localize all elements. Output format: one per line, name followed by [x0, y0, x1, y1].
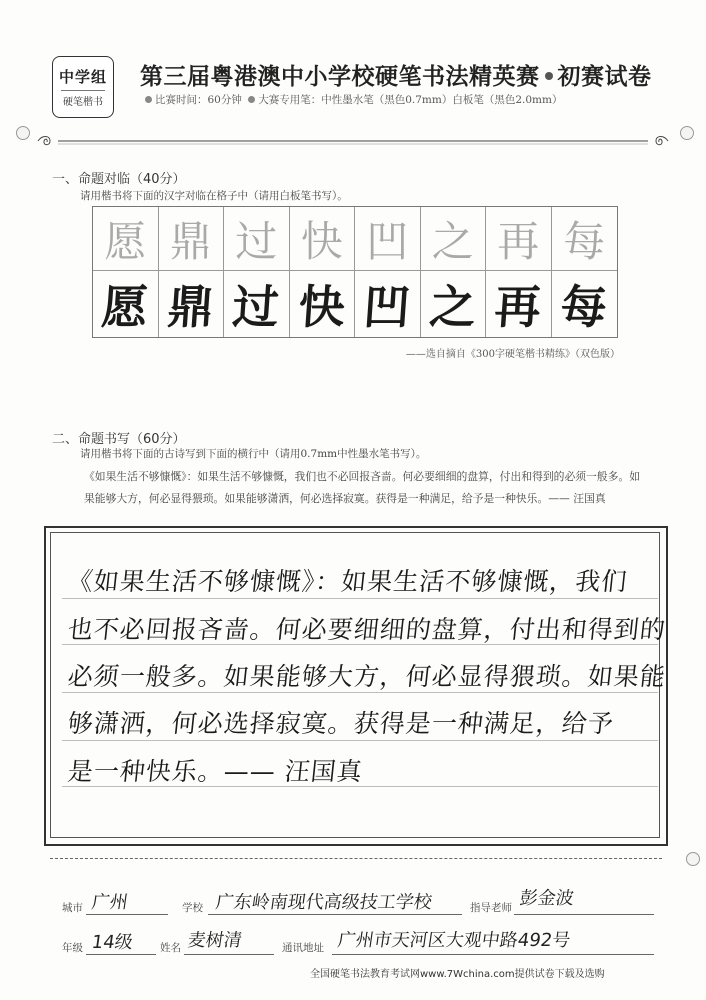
binding-hole-left [16, 126, 30, 140]
teacher-underline [514, 914, 654, 915]
school-underline [208, 914, 462, 915]
group-sub-label: 硬笔楷书 [63, 97, 103, 108]
page-title [140, 58, 652, 91]
grade-label: 年级 [62, 942, 83, 954]
time-info: 比赛时间：60分钟 [155, 94, 242, 106]
grid-cell [486, 207, 552, 271]
bullet-dot [145, 96, 152, 103]
grid-cell [93, 271, 159, 337]
written-char: 快 [296, 280, 347, 334]
binding-hole-right [680, 126, 694, 140]
model-char: 每 [563, 216, 606, 266]
grid-cell [159, 207, 225, 271]
model-char: 快 [300, 216, 343, 266]
grid-cell [552, 271, 618, 337]
grid-cell [486, 271, 552, 337]
teacher-value: 彭金波 [518, 888, 576, 909]
group-label: 中学组 [58, 68, 107, 86]
grid-cell [224, 207, 290, 271]
writing-rule [62, 598, 658, 599]
pen-info: 大赛专用笔：中性墨水笔（黑色0.7mm）白板笔（黑色2.0mm） [258, 94, 563, 106]
grid-cell [93, 207, 159, 271]
grade-underline [86, 954, 156, 955]
written-char: 鼎 [165, 280, 216, 334]
grid-cell [224, 271, 290, 337]
written-char: 过 [231, 280, 281, 334]
handwritten-line: 必须一般多。如果能够大方，何必显得猥琐。如果能 [66, 662, 668, 691]
section1-instruction: 请用楷书将下面的汉字对临在格子中（请用白板笔书写）。 [80, 190, 348, 202]
exam-info [142, 92, 562, 107]
model-char: 再 [497, 216, 540, 266]
model-char: 凹 [366, 216, 409, 266]
grid-cell [552, 207, 618, 271]
grid-cell [421, 207, 487, 271]
grid-cell [159, 271, 225, 337]
grade-value: 14级 [90, 932, 135, 953]
handwritten-line: 是一种快乐。—— 汪国真 [66, 757, 365, 786]
title-main: 第三届粤港澳中小学校硬笔书法精英赛 [140, 64, 540, 90]
written-char: 之 [427, 280, 478, 334]
city-label: 城市 [62, 902, 83, 914]
section1-heading: 一、命题对临（40分） [52, 172, 186, 187]
form-top-rule [50, 858, 662, 859]
section2-heading: 二、命题书写（60分） [52, 432, 186, 447]
grid-cell [355, 271, 421, 337]
address-value: 广州市天河区大观中路492号 [336, 930, 572, 951]
grid-cell [290, 271, 356, 337]
school-label: 学校 [182, 902, 203, 914]
handwritten-line: 也不必回报吝啬。何必要细细的盘算，付出和得到的 [66, 615, 668, 644]
model-char: 之 [431, 216, 474, 266]
grid-cell [290, 207, 356, 271]
badge-divider [61, 90, 105, 91]
name-label: 姓名 [160, 942, 181, 954]
address-underline [332, 954, 654, 955]
group-badge [52, 56, 114, 118]
section2-instruction: 请用楷书将下面的古诗写到下面的横行中（请用0.7mm中性墨水笔书写）。 [80, 448, 427, 460]
title-tail: 初赛试卷 [557, 64, 652, 90]
poem-printed-text: 《如果生活不够慷慨》：如果生活不够慷慨，我们也不必回报吝啬。何必要细细的盘算，付出和得到的必须一般多。如果能够大方，何必显得猥琐。如果能够潇洒，何必选择寂寞。获得是一种满足，给予是一种快乐。—— 汪国真 [84, 470, 641, 505]
city-value: 广州 [90, 892, 130, 913]
footer-text: 全国硬笔书法教育考试网www.7Wchina.com提供试卷下载及选购 [310, 969, 605, 980]
decorative-divider [36, 134, 670, 148]
teacher-label: 指导老师 [470, 902, 512, 914]
grid-cell [421, 271, 487, 337]
handwritten-line: 《如果生活不够慷慨》：如果生活不够慷慨，我们 [66, 567, 629, 596]
written-char: 愿 [100, 280, 150, 334]
grid-cell [355, 207, 421, 271]
written-char: 凹 [362, 280, 412, 334]
written-char: 每 [559, 280, 609, 334]
name-underline [184, 954, 274, 955]
name-value: 麦树清 [186, 930, 244, 951]
title-dot [545, 72, 553, 80]
address-label: 通讯地址 [282, 942, 324, 954]
handwritten-line: 够潇洒，何必选择寂寞。获得是一种满足，给予 [66, 709, 616, 738]
model-char: 鼎 [169, 216, 212, 266]
writing-rule [62, 740, 658, 741]
source-note: ——选自摘自《300字硬笔楷书精练》（双色版） [405, 349, 620, 360]
binding-hole-right-bottom [686, 852, 700, 866]
model-char: 愿 [104, 216, 147, 266]
city-underline [86, 914, 168, 915]
copy-grid [92, 206, 618, 338]
written-char: 再 [493, 280, 543, 334]
bullet-dot [248, 96, 255, 103]
school-value: 广东岭南现代高级技工学校 [214, 892, 434, 913]
model-char: 过 [235, 216, 278, 266]
